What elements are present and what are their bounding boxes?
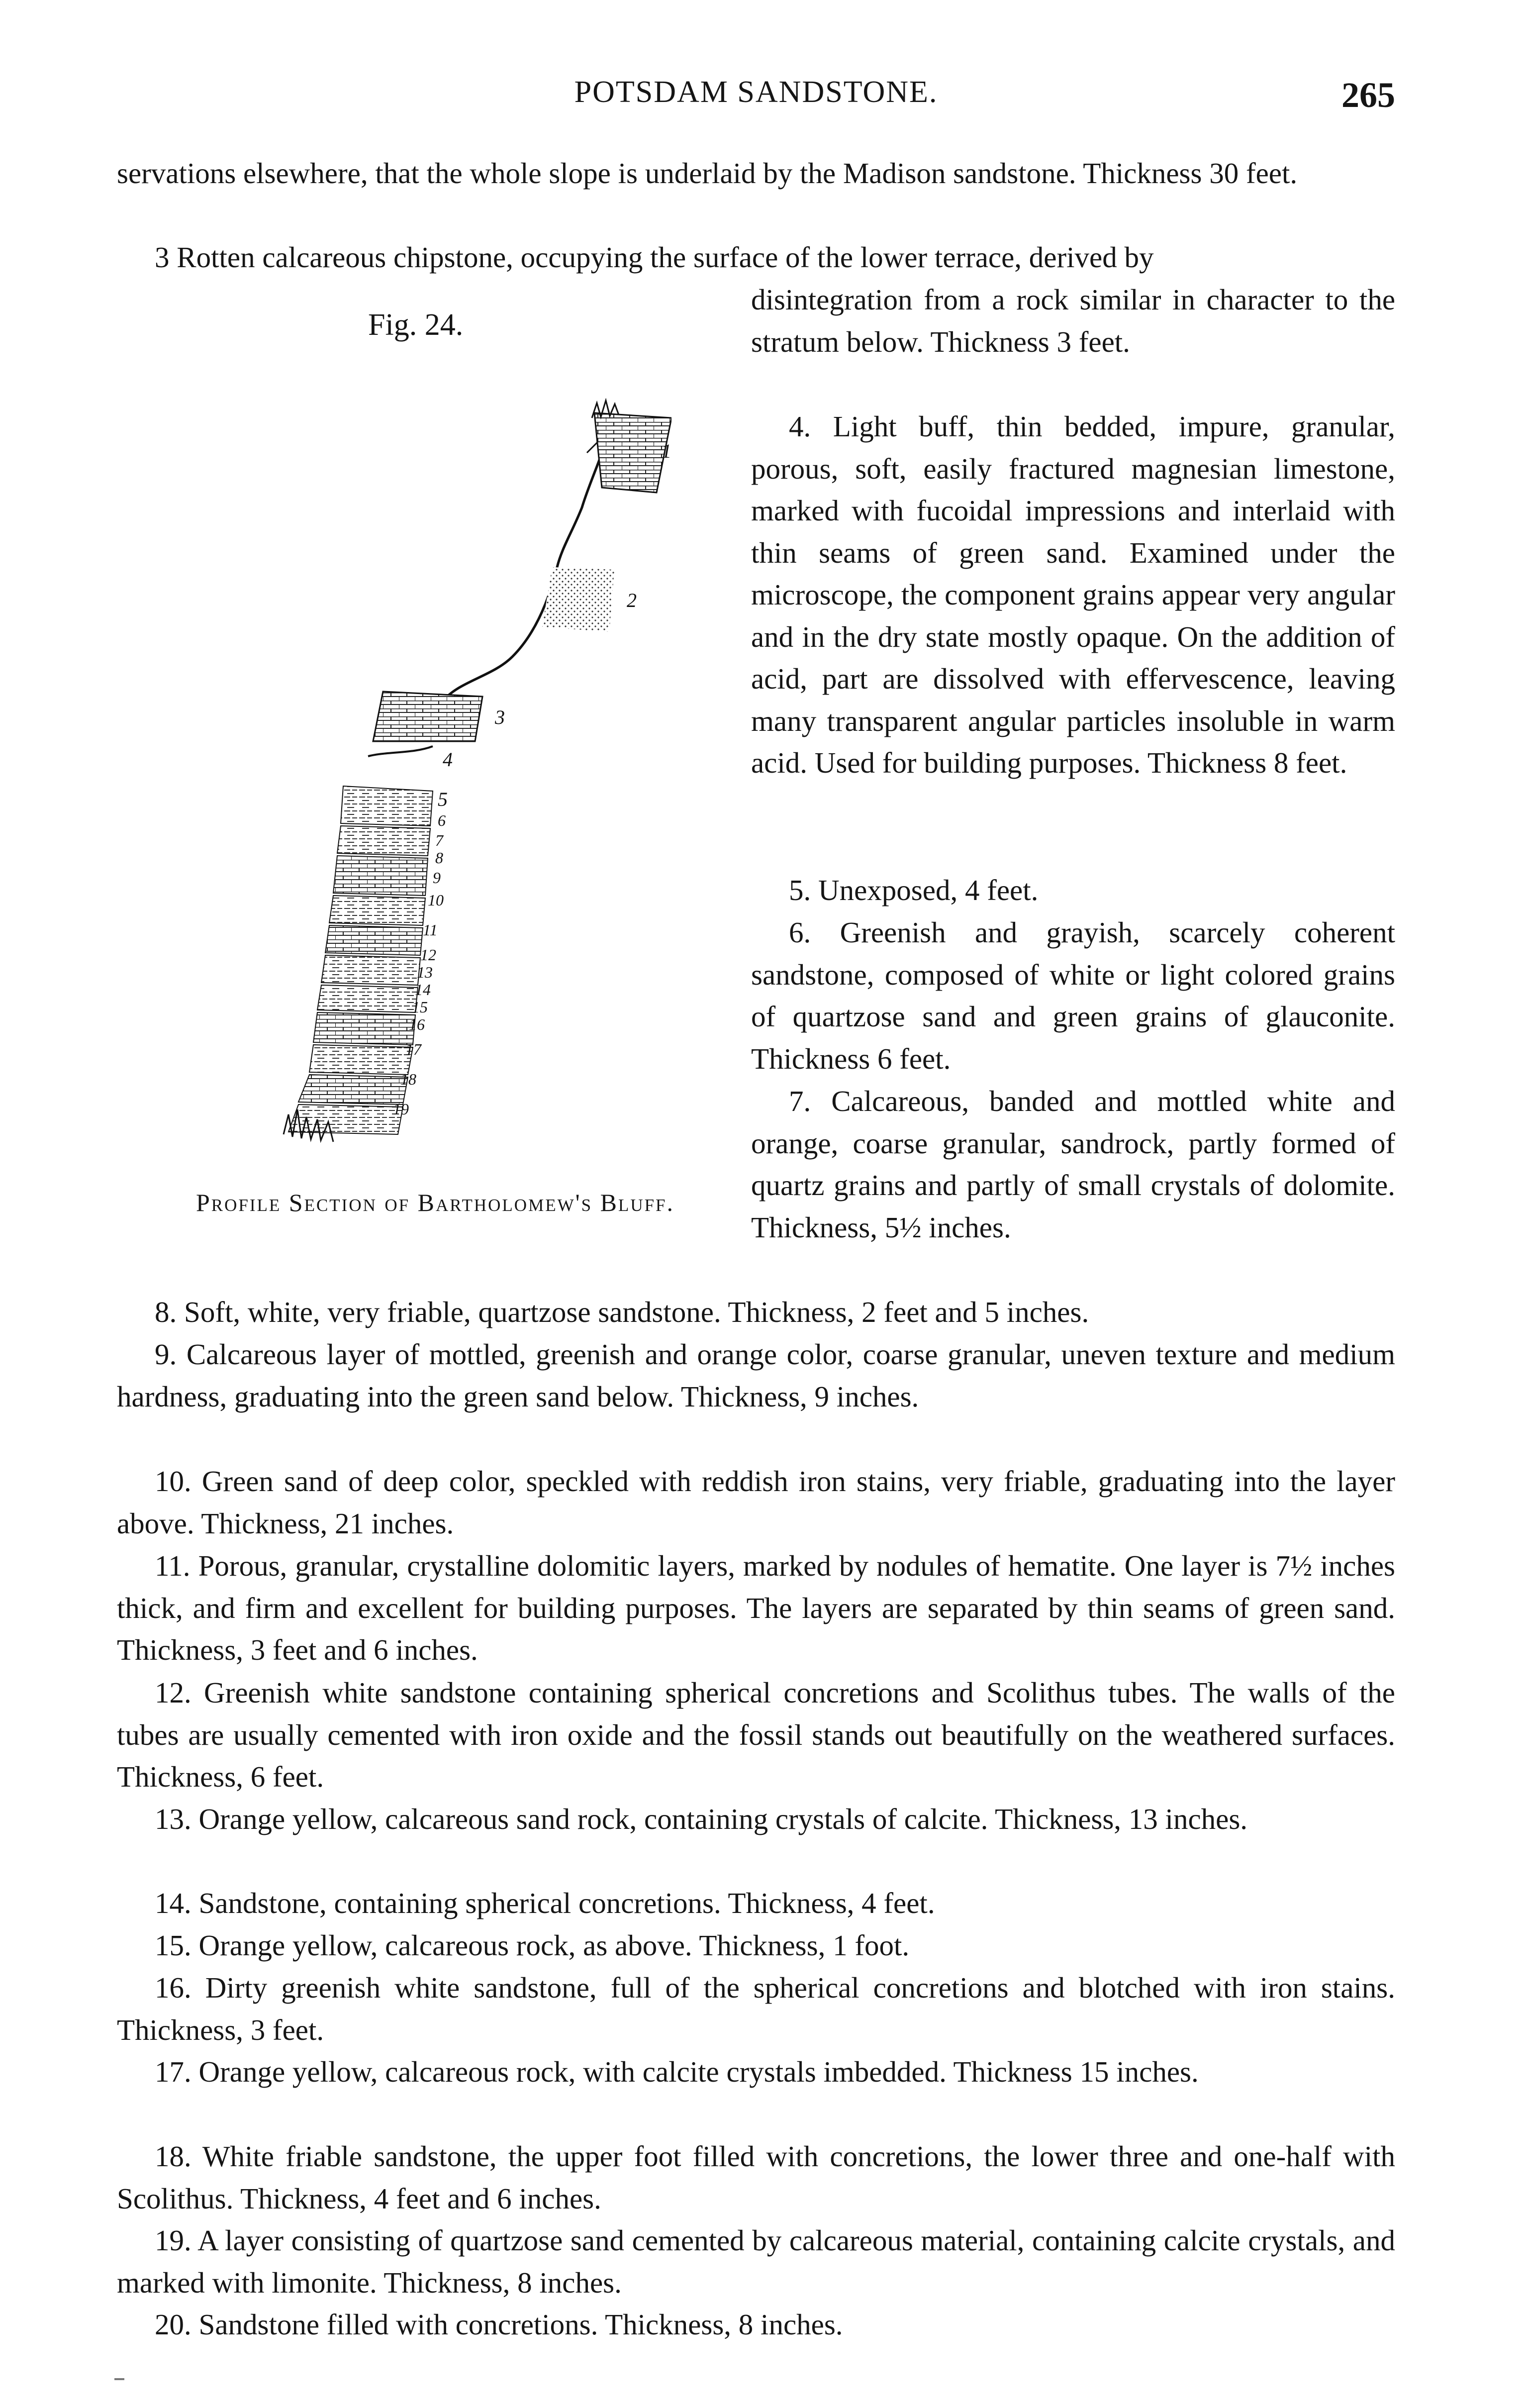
layer-number: 8: [435, 849, 443, 867]
layer-number: 3: [495, 706, 505, 728]
paragraph-18: 18. White friable sandstone, the upper foot filled with concretions, the lower three and one-half with Scolithus. Thickness, 4 feet and 6 inches.: [117, 2140, 1395, 2215]
paragraph-11: 11. Porous, granular, crystalline dolomitic layers, marked by nodules of hematite. One layer is 7½ inches thick, and firm and excellent for building purposes. The layers are separated by thin seams of green sand. Thickness, 3 feet and 6 inches.: [117, 1549, 1395, 1666]
layer-number: 16: [409, 1015, 425, 1033]
figure-label: Fig. 24.: [368, 308, 464, 342]
paragraph-12: 12. Greenish white sandstone containing spherical concretions and Scolithus tubes. The walls of the tubes are usually cemented with iron oxide and the fossil stands out beautifully on the weathered surfaces. Thickness, 6 feet.: [117, 1676, 1395, 1793]
page-header: [117, 75, 1395, 129]
paragraph-16: 16. Dirty greenish white sandstone, full of the spherical concretions and blotched with iron stains. Thickness, 3 feet.: [117, 1971, 1395, 2046]
paragraph-5: 5. Unexposed, 4 feet.: [789, 874, 1039, 906]
layer-number: 13: [417, 963, 433, 981]
paragraph-8: 8. Soft, white, very friable, quartzose sandstone. Thickness, 2 feet and 5 inches.: [155, 1296, 1089, 1328]
layer-number: 18: [400, 1070, 416, 1088]
paragraph-10: 10. Green sand of deep color, speckled with reddish iron stains, very friable, graduating into the layer above. Thickness, 21 inches.: [117, 1465, 1395, 1540]
page-number: 265: [1341, 75, 1395, 115]
paragraph-17: 17. Orange yellow, calcareous rock, with calcite crystals imbedded. Thickness 15 inches.: [155, 2055, 1199, 2088]
margin-mark: [114, 2378, 124, 2380]
paragraph-6: 6. Greenish and grayish, scarcely coherent sandstone, composed of white or light colored grains of quartzose sand and green grains of glauconite. Thickness 6 feet.: [751, 916, 1395, 1075]
paragraph-9: 9. Calcareous layer of mottled, greenish and orange color, coarse granular, uneven texture and medium hardness, graduating into the green sand below. Thickness, 9 inches.: [117, 1338, 1395, 1413]
layer-number: 14: [415, 981, 431, 999]
paragraph-3-rest: disintegration from a rock similar in character to the stratum below. Thickness 3 feet.: [751, 283, 1395, 358]
figure-caption: Profile Section of Bartholomew's Bluff.: [195, 1189, 675, 1216]
layer-number: 7: [435, 831, 443, 849]
paragraph-20: 20. Sandstone filled with concretions. Thickness, 8 inches.: [155, 2308, 843, 2341]
layer-number: 5: [438, 788, 448, 810]
paragraph-7: 7. Calcareous, banded and mottled white and orange, coarse granular, sandrock, partly formed of quartz grains and partly of small crystals of dolomite. Thickness, 5½ inches.: [751, 1085, 1395, 1244]
paragraph-13: 13. Orange yellow, calcareous sand rock, containing crystals of calcite. Thickness, 13 inches.: [155, 1803, 1248, 1835]
layer-number: 1: [662, 440, 671, 462]
paragraph-continuation: servations elsewhere, that the whole slope is underlaid by the Madison sandstone. Thickness 30 feet.: [117, 157, 1298, 190]
paragraph-15: 15. Orange yellow, calcareous rock, as above. Thickness, 1 foot.: [155, 1929, 910, 1962]
layer-number: 4: [443, 748, 453, 771]
layer-number: 17: [405, 1040, 421, 1058]
layer-number: 9: [433, 869, 441, 887]
paragraph-14: 14. Sandstone, containing spherical concretions. Thickness, 4 feet.: [155, 1887, 935, 1919]
bluff-profile-figure: [224, 398, 671, 1164]
running-title: POTSDAM SANDSTONE.: [574, 75, 938, 109]
paragraph-4: 4. Light buff, thin bedded, impure, granular, porous, soft, easily fractured magnesian limestone, marked with fucoidal impressions and interlaid with thin seams of green sand. Examined under the microscope, the component grains appear very angular and in the dry state mostly opaque. On the addition of acid, part are dissolved with effervescence, leaving many transparent angular particles insoluble in warm acid. Used for building purposes. Thickness 8 feet.: [751, 410, 1395, 779]
layer-number: 12: [420, 946, 436, 964]
layer-number: 10: [428, 891, 444, 909]
paragraph-3-first-line: 3 Rotten calcareous chipstone, occupying the surface of the lower terrace, derived by: [155, 241, 1154, 274]
layer-number: 6: [438, 811, 446, 829]
layer-number: 11: [423, 921, 438, 939]
layer-number: 19: [393, 1100, 409, 1118]
bluff-profile-drawing: [224, 398, 671, 1164]
paragraph-19: 19. A layer consisting of quartzose sand cemented by calcareous material, containing calcite crystals, and marked with limonite. Thickness, 8 inches.: [117, 2224, 1395, 2299]
layer-number: 2: [627, 589, 637, 611]
layer-number: 15: [412, 998, 428, 1016]
